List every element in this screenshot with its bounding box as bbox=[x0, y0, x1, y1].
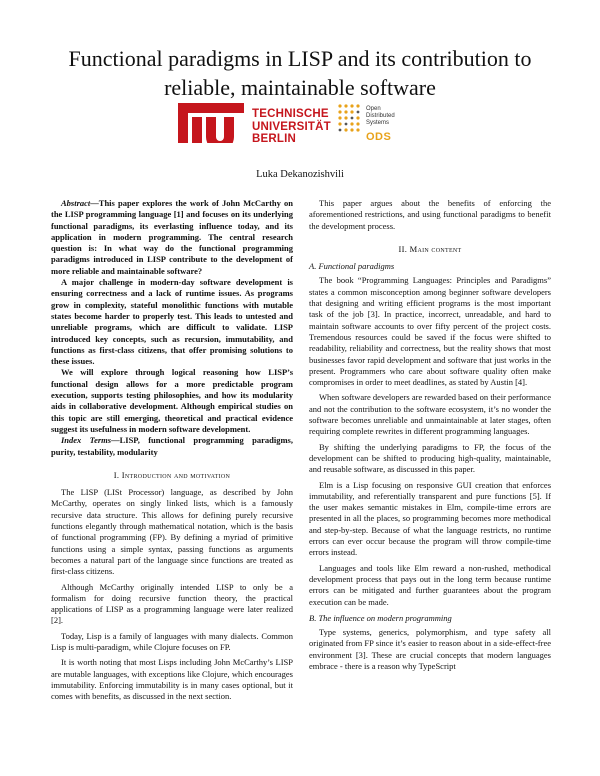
body-paragraph: By shifting the underlying paradigms to FP, the focus of the development can be shifted to producing high-quality, maintainable, and reusable software, as discussed in this paper. bbox=[309, 441, 551, 475]
tu-berlin-logo-icon bbox=[178, 103, 248, 143]
body-paragraph: The book “Programming Languages: Principles and Paradigms” states a common misconception among beginner software developers that designing and writing efficient programs is the most important task of the job [3]. In practice, incorrect, unreadable, and hard to maintain software accounts to over fifty percent of the project costs. Tremendous resources could be saved if the focus were shifted to readability, reliability and correctness, but the reality shows that most businesses favor rapid development and software that just works in the present. Programmers who care about software quality often make compromises in order to meet deadlines, as stated by Austin [4]. bbox=[309, 275, 551, 388]
abstract-label: Abstract bbox=[61, 198, 91, 208]
paper-title: Functional paradigms in LISP and its contribution to reliable, maintainable software bbox=[68, 46, 532, 100]
ods-logo-icon bbox=[337, 103, 363, 133]
ods-wordmark: ODS bbox=[366, 131, 392, 143]
abstract-paragraph: We will explore through logical reasoning how LISP’s functional design allows for a more predictable program execution, supports testing philosophies, and how its modularity aids in collaborative development. Although empirical studies on this topic are still emerging, theoretical and practical evidence suggest its usefulness in modern software development. bbox=[51, 367, 293, 434]
abstract-paragraph: A major challenge in modern-day software development is ensuring correctness and a lack of runtime issues. As programs grow in complexity, stateful monolithic functions with mutable states become harder to properly test. This leads to untested and unreliable programs, which are difficult to validate. LISP introduced key concepts, such as recursion, immutability, and functions as first-class citizens, that offer promising solutions to these issues. bbox=[51, 277, 293, 367]
abstract-paragraph: Abstract—This paper explores the work of John McCarthy on the LISP programming language [1] and focuses on its underlying functional paradigms, its everlasting influence today, and its application in modern programming. The central research question is: In what way do the functional programming paradigms introduced in LISP contribute to the development of more reliable and maintainable software? bbox=[51, 198, 293, 276]
body-paragraph: Type systems, generics, polymorphism, and type safety all originated from FP since it’s easier to reason about in a side-effect-free environment [3]. These are crucial concepts that modern languages embrace - there is a reason why TypeScript bbox=[309, 627, 551, 671]
body-paragraph: Languages and tools like Elm reward a non-rushed, methodical development process that pays out in the long term because runtime errors can be mitigated and further guarantees about the program execution can be made. bbox=[309, 562, 551, 607]
right-column bbox=[309, 198, 551, 672]
body-paragraph: Although McCarthy originally intended LISP to only be a formalism for doing recursive function theory, the practical applications of LISP as a programming language were later realized [2]. bbox=[51, 581, 293, 626]
ods-small-text: Open Distributed Systems bbox=[366, 106, 395, 126]
index-terms: Index Terms—LISP, functional programming paradigms, purity, testability, modularity bbox=[51, 435, 293, 457]
section-heading: I. Introduction and motivation bbox=[113, 469, 231, 480]
abstract bbox=[51, 198, 293, 458]
index-terms-label: Index Terms bbox=[61, 435, 112, 446]
body-paragraph: When software developers are rewarded based on their performance and not the contribution to the software ecosystem, it’s no wonder the software becomes unreliable and unmaintainable at later stages, often requiring complete rewrites in different programming languages. bbox=[309, 392, 551, 437]
paper-author: Luka Dekanozishvili bbox=[256, 169, 344, 180]
body-paragraph: Elm is a Lisp focusing on responsive GUI creation that enforces immutability, and referentially transparent and pure functions [5]. If the user makes semantic mistakes in Elm, compile-time errors are presented in all the places, so programming becomes more methodical and step-by-step. Because of what the language restricts, no runtime errors can ever occur because the program will throw compile-time errors instead. bbox=[309, 479, 551, 558]
tu-berlin-wordmark: TECHNISCHE UNIVERSITÄT BERLIN bbox=[252, 108, 331, 145]
subsection-heading: B. The influence on modern programming bbox=[309, 612, 452, 623]
body-paragraph: The LISP (LISt Processor) language, as described by John McCarthy, operates on singly linked lists, which is a famously recursive data structure. This allows for defining purely recursive functions elegantly through mathematical notation, which is the basis of functional programming (FP). By defining a myriad of primitive functions using a simple syntax, passing functions as arguments becomes a natural part of the language since functions are treated as first-class citizens. bbox=[51, 487, 293, 577]
section-heading: II. Main content bbox=[398, 243, 462, 254]
body-paragraph: This paper argues about the benefits of enforcing the aforementioned restrictions, and using functional paradigms to benefit the development process. bbox=[309, 198, 551, 231]
body-paragraph: It is worth noting that most Lisps including John McCarthy’s LISP are mutable languages, with exceptions like Clojure, which encourages immutability. Enforcing immutability is in many cases optional, but it comes with benefits, as discussed in the next section. bbox=[51, 657, 293, 702]
left-column bbox=[51, 198, 293, 702]
body-paragraph: Today, Lisp is a family of languages with many dialects. Common Lisp is multi-paradigm, while Clojure focuses on FP. bbox=[51, 630, 293, 652]
subsection-heading: A. Functional paradigms bbox=[309, 261, 395, 272]
